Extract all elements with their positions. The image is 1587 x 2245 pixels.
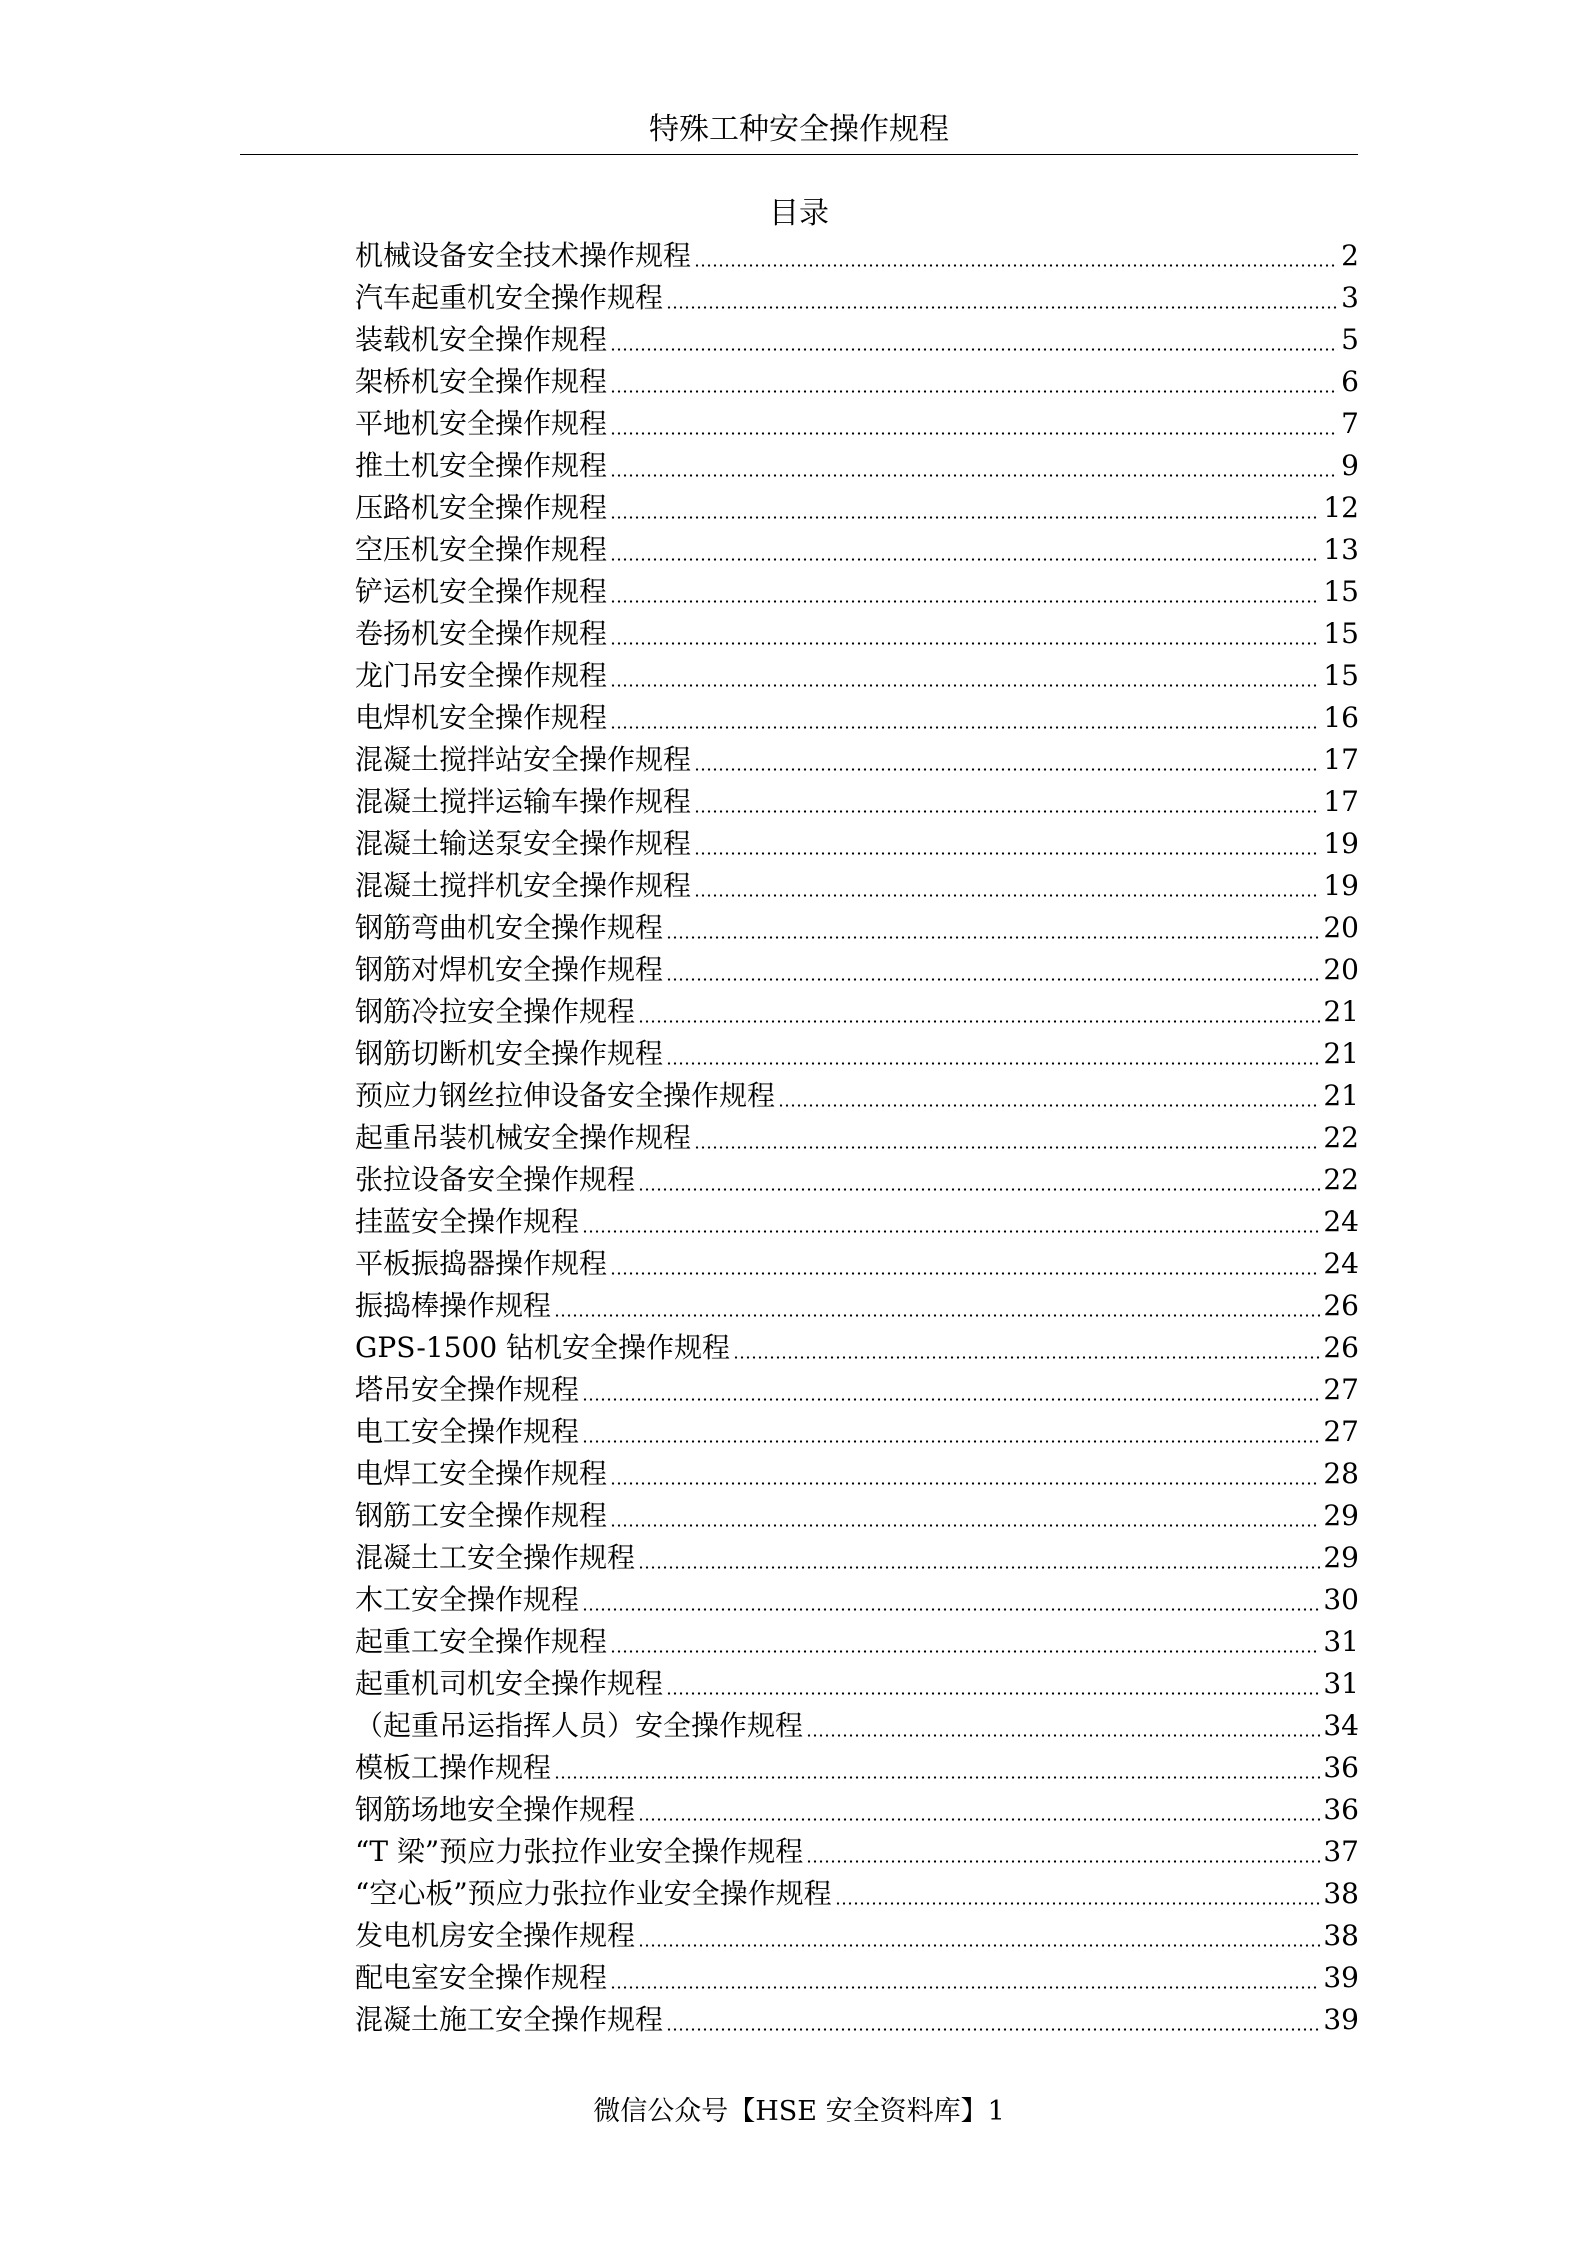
toc-entry[interactable]: [355, 1495, 1359, 1537]
toc-dot-leader: [638, 1944, 1320, 1947]
toc-entry-label: 钢筋冷拉安全操作规程: [355, 995, 636, 1028]
toc-dot-leader: [638, 1566, 1320, 1569]
toc-dot-leader: [582, 1230, 1320, 1233]
toc-entry-page-number: 21: [1323, 1079, 1359, 1112]
toc-dot-leader: [610, 474, 1338, 477]
toc-dot-leader: [835, 1902, 1321, 1905]
toc-entry-page-number: 36: [1323, 1793, 1359, 1826]
toc-entry-page-number: 27: [1323, 1415, 1359, 1448]
toc-entry-page-number: 24: [1323, 1247, 1359, 1280]
toc-entry[interactable]: [355, 1117, 1359, 1159]
toc-dot-leader: [610, 684, 1320, 687]
toc-dot-leader: [806, 1734, 1320, 1737]
toc-entry-label: 电工安全操作规程: [355, 1415, 580, 1448]
toc-entry-page-number: 22: [1323, 1121, 1359, 1154]
toc-entry-page-number: 15: [1323, 617, 1359, 650]
toc-entry-page-number: 3: [1341, 281, 1359, 314]
toc-entry-page-number: 28: [1323, 1457, 1359, 1490]
toc-entry[interactable]: [355, 1873, 1359, 1915]
toc-dot-leader: [610, 516, 1320, 519]
toc-entry[interactable]: [355, 1957, 1359, 1999]
toc-dot-leader: [638, 1188, 1320, 1191]
header-divider: [240, 154, 1358, 155]
toc-entry-page-number: 26: [1323, 1331, 1359, 1364]
toc-entry[interactable]: [355, 907, 1359, 949]
toc-dot-leader: [666, 1692, 1320, 1695]
toc-entry[interactable]: [355, 1411, 1359, 1453]
toc-dot-leader: [610, 1986, 1320, 1989]
toc-entry-label: 钢筋弯曲机安全操作规程: [355, 911, 664, 944]
toc-entry[interactable]: [355, 1033, 1359, 1075]
toc-entry-label: 起重吊装机械安全操作规程: [355, 1121, 692, 1154]
toc-entry[interactable]: [355, 403, 1359, 445]
toc-entry-label: 钢筋切断机安全操作规程: [355, 1037, 664, 1070]
toc-entry-label: 振捣棒操作规程: [355, 1289, 552, 1322]
toc-dot-leader: [694, 810, 1320, 813]
toc-dot-leader: [610, 1272, 1320, 1275]
toc-entry-page-number: 27: [1323, 1373, 1359, 1406]
toc-dot-leader: [666, 936, 1320, 939]
toc-dot-leader: [610, 348, 1338, 351]
toc-entry-page-number: 29: [1323, 1541, 1359, 1574]
toc-entry-label: 铲运机安全操作规程: [355, 575, 608, 608]
toc-entry-page-number: 36: [1323, 1751, 1359, 1784]
toc-dot-leader: [806, 1860, 1320, 1863]
toc-entry[interactable]: [355, 655, 1359, 697]
toc-dot-leader: [666, 2028, 1320, 2031]
toc-entry-page-number: 26: [1323, 1289, 1359, 1322]
toc-dot-leader: [554, 1314, 1320, 1317]
toc-entry[interactable]: [355, 1369, 1359, 1411]
toc-entry-label: 电焊机安全操作规程: [355, 701, 608, 734]
toc-entry-label: 汽车起重机安全操作规程: [355, 281, 664, 314]
toc-entry[interactable]: [355, 991, 1359, 1033]
toc-entry[interactable]: [355, 361, 1359, 403]
toc-entry-label: 架桥机安全操作规程: [355, 365, 608, 398]
toc-entry-page-number: 15: [1323, 659, 1359, 692]
toc-dot-leader: [638, 1818, 1320, 1821]
toc-entry[interactable]: [355, 487, 1359, 529]
toc-entry-label: “空心板”预应力张拉作业安全操作规程: [355, 1877, 832, 1910]
toc-entry[interactable]: [355, 949, 1359, 991]
toc-entry-label: 装载机安全操作规程: [355, 323, 608, 356]
toc-entry-page-number: 30: [1323, 1583, 1359, 1616]
toc-entry[interactable]: [355, 1453, 1359, 1495]
toc-dot-leader: [666, 1062, 1320, 1065]
toc-entry-page-number: 22: [1323, 1163, 1359, 1196]
toc-entry-label: 空压机安全操作规程: [355, 533, 608, 566]
toc-dot-leader: [610, 1650, 1320, 1653]
toc-title: 目录: [769, 196, 829, 231]
toc-entry-page-number: 38: [1323, 1877, 1359, 1910]
toc-entry-page-number: 7: [1341, 407, 1359, 440]
toc-entry-page-number: 21: [1323, 1037, 1359, 1070]
toc-entry[interactable]: [355, 1621, 1359, 1663]
toc-entry-label: 龙门吊安全操作规程: [355, 659, 608, 692]
toc-entry-page-number: 24: [1323, 1205, 1359, 1238]
toc-dot-leader: [694, 894, 1320, 897]
toc-entry[interactable]: [355, 823, 1359, 865]
toc-dot-leader: [610, 600, 1320, 603]
toc-entry-label: 起重机司机安全操作规程: [355, 1667, 664, 1700]
toc-entry-label: 压路机安全操作规程: [355, 491, 608, 524]
toc-entry[interactable]: [355, 1999, 1359, 2041]
toc-entry[interactable]: [355, 1789, 1359, 1831]
toc-entry-label: 钢筋工安全操作规程: [355, 1499, 608, 1532]
toc-entry-page-number: 20: [1323, 953, 1359, 986]
toc-entry-label: 起重工安全操作规程: [355, 1625, 608, 1658]
toc-dot-leader: [610, 726, 1320, 729]
toc-dot-leader: [610, 1524, 1320, 1527]
page-header-title: 特殊工种安全操作规程: [649, 112, 949, 147]
toc-entry-page-number: 17: [1323, 743, 1359, 776]
toc-entry-page-number: 39: [1323, 1961, 1359, 1994]
toc-entry-page-number: 19: [1323, 869, 1359, 902]
toc-entry-label: 配电室安全操作规程: [355, 1961, 608, 1994]
toc-entry-page-number: 29: [1323, 1499, 1359, 1532]
toc-entry[interactable]: [355, 1159, 1359, 1201]
toc-entry-page-number: 13: [1323, 533, 1359, 566]
toc-dot-leader: [582, 1440, 1320, 1443]
toc-entry-page-number: 31: [1323, 1625, 1359, 1658]
toc-entry-label: 混凝土搅拌机安全操作规程: [355, 869, 692, 902]
toc-entry-label: 发电机房安全操作规程: [355, 1919, 636, 1952]
toc-dot-leader: [666, 306, 1338, 309]
toc-dot-leader: [610, 390, 1338, 393]
toc-entry[interactable]: [355, 1201, 1359, 1243]
toc-entry-label: 电焊工安全操作规程: [355, 1457, 608, 1490]
toc-entry-label: 混凝土工安全操作规程: [355, 1541, 636, 1574]
toc-dot-leader: [694, 1146, 1320, 1149]
toc-dot-leader: [778, 1104, 1320, 1107]
toc-entry-page-number: 21: [1323, 995, 1359, 1028]
toc-entry[interactable]: [355, 1285, 1359, 1327]
toc-entry[interactable]: [355, 1915, 1359, 1957]
toc-entry[interactable]: [355, 1747, 1359, 1789]
toc-entry-label: 平板振捣器操作规程: [355, 1247, 608, 1280]
toc-entry-label: 机械设备安全技术操作规程: [355, 239, 692, 272]
toc-entry[interactable]: [355, 1579, 1359, 1621]
toc-entry-label: 钢筋场地安全操作规程: [355, 1793, 636, 1826]
toc-dot-leader: [694, 768, 1320, 771]
toc-dot-leader: [733, 1356, 1320, 1359]
toc-entry-page-number: 9: [1341, 449, 1359, 482]
toc-entry[interactable]: [355, 865, 1359, 907]
toc-entry-label: 平地机安全操作规程: [355, 407, 608, 440]
toc-entry-page-number: 17: [1323, 785, 1359, 818]
toc-entry[interactable]: [355, 697, 1359, 739]
toc-entry-page-number: 37: [1323, 1835, 1359, 1868]
toc-dot-leader: [582, 1398, 1320, 1401]
toc-entry-label: “T 梁”预应力张拉作业安全操作规程: [355, 1835, 804, 1868]
toc-entry[interactable]: [355, 613, 1359, 655]
toc-entry[interactable]: [355, 1075, 1359, 1117]
toc-dot-leader: [610, 558, 1320, 561]
toc-entry-label: 混凝土施工安全操作规程: [355, 2003, 664, 2036]
toc-entry-label: 推土机安全操作规程: [355, 449, 608, 482]
toc-entry-label: 模板工操作规程: [355, 1751, 552, 1784]
toc-dot-leader: [638, 1020, 1320, 1023]
toc-entry-label: 预应力钢丝拉伸设备安全操作规程: [355, 1079, 776, 1112]
toc-entry-page-number: 2: [1341, 239, 1359, 272]
toc-entry-label: （起重吊运指挥人员）安全操作规程: [355, 1709, 804, 1742]
toc-entry[interactable]: [355, 445, 1359, 487]
toc-entry-page-number: 5: [1341, 323, 1359, 356]
toc-entry-label: 混凝土搅拌站安全操作规程: [355, 743, 692, 776]
toc-dot-leader: [666, 978, 1320, 981]
toc-entry[interactable]: [355, 781, 1359, 823]
toc-entry-page-number: 12: [1323, 491, 1359, 524]
toc-entry[interactable]: [355, 1537, 1359, 1579]
toc-entry[interactable]: [355, 529, 1359, 571]
toc-entry-label: 木工安全操作规程: [355, 1583, 580, 1616]
page-footer: 微信公众号【HSE 安全资料库】1: [593, 2096, 1005, 2127]
toc-entry-label: 混凝土输送泵安全操作规程: [355, 827, 692, 860]
toc-entry-page-number: 19: [1323, 827, 1359, 860]
toc-entry[interactable]: [355, 739, 1359, 781]
toc-entry-page-number: 38: [1323, 1919, 1359, 1952]
toc-entry[interactable]: [355, 1831, 1359, 1873]
toc-entry[interactable]: [355, 235, 1359, 277]
toc-entry-page-number: 31: [1323, 1667, 1359, 1700]
toc-entry-label: 塔吊安全操作规程: [355, 1373, 580, 1406]
toc-entry-label: 钢筋对焊机安全操作规程: [355, 953, 664, 986]
toc-entry[interactable]: [355, 1663, 1359, 1705]
toc-dot-leader: [610, 642, 1320, 645]
toc-entry-page-number: 6: [1341, 365, 1359, 398]
toc-entry[interactable]: [355, 277, 1359, 319]
toc-dot-leader: [554, 1776, 1320, 1779]
toc-entry-label: 挂蓝安全操作规程: [355, 1205, 580, 1238]
toc-dot-leader: [694, 264, 1338, 267]
toc-entry[interactable]: [355, 571, 1359, 613]
toc-entry-page-number: 15: [1323, 575, 1359, 608]
toc-entry-label: 张拉设备安全操作规程: [355, 1163, 636, 1196]
toc-dot-leader: [582, 1608, 1320, 1611]
table-of-contents: [355, 235, 1359, 2041]
toc-entry-page-number: 39: [1323, 2003, 1359, 2036]
toc-dot-leader: [610, 432, 1338, 435]
toc-dot-leader: [694, 852, 1320, 855]
toc-entry[interactable]: [355, 319, 1359, 361]
toc-entry-page-number: 34: [1323, 1709, 1359, 1742]
toc-entry-label: 混凝土搅拌运输车操作规程: [355, 785, 692, 818]
toc-entry-page-number: 16: [1323, 701, 1359, 734]
toc-entry[interactable]: [355, 1705, 1359, 1747]
toc-entry-page-number: 20: [1323, 911, 1359, 944]
toc-entry-label: GPS-1500 钻机安全操作规程: [355, 1331, 731, 1364]
toc-entry[interactable]: [355, 1327, 1359, 1369]
toc-entry[interactable]: [355, 1243, 1359, 1285]
toc-dot-leader: [610, 1482, 1320, 1485]
toc-entry-label: 卷扬机安全操作规程: [355, 617, 608, 650]
